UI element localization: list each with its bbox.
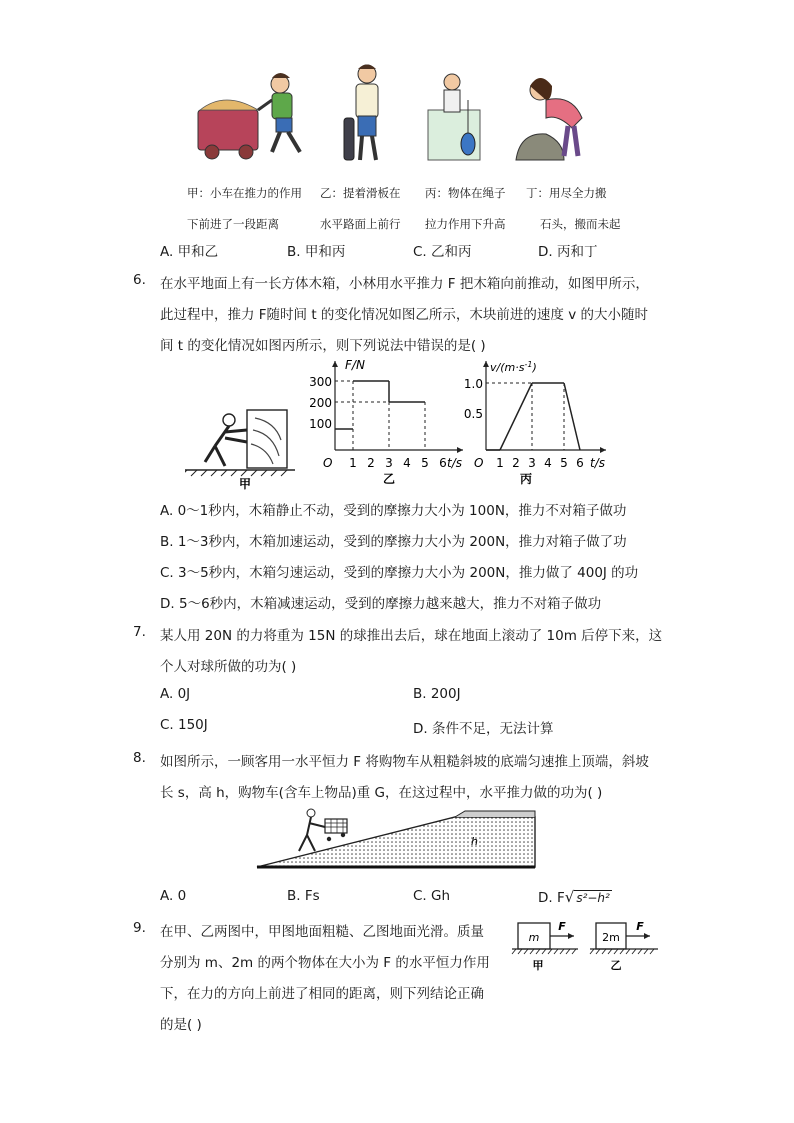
q8-figure-slope bbox=[255, 805, 540, 875]
slope-h-label: h bbox=[471, 835, 478, 848]
fig9-jia-label: 甲 bbox=[532, 959, 544, 972]
velocity-y-label: $v/(m\cdot s^{-1})$ bbox=[490, 360, 537, 374]
q7-option-b[interactable]: B. 200J bbox=[413, 686, 461, 702]
velocity-segment-1-3 bbox=[500, 383, 532, 450]
caption-yi-line2: 水平路面上前行 bbox=[320, 217, 401, 231]
man-pulling-rope-picture bbox=[428, 74, 480, 160]
q8-option-b[interactable]: B. Fs bbox=[287, 888, 320, 904]
q8-option-d-radicand: s²−h² bbox=[576, 891, 610, 905]
force-label-2: F bbox=[636, 920, 644, 933]
q5-illustrations bbox=[180, 60, 620, 172]
boy-with-skateboard-picture bbox=[344, 65, 378, 161]
q6-chart-velocity bbox=[456, 355, 616, 485]
force-origin: O bbox=[323, 456, 333, 470]
q9-stem-line4: 的是( ) bbox=[160, 1017, 202, 1033]
force-xtick-2: 2 bbox=[367, 456, 375, 470]
caption-jia-line1: 甲：小车在推力的作用 bbox=[187, 186, 302, 200]
q8-option-d[interactable] bbox=[538, 888, 612, 906]
block-m-label: m bbox=[528, 931, 540, 944]
q6-stem-line1: 在水平地面上有一长方体木箱，小林用水平推力 F 把木箱向前推动，如图甲所示， bbox=[160, 276, 649, 292]
velocity-xtick-2: 2 bbox=[512, 456, 520, 470]
woman-lifting-stone-picture bbox=[516, 78, 582, 160]
q8-number: 8. bbox=[133, 750, 146, 766]
fig-bing-label: 丙 bbox=[519, 472, 533, 485]
q9-stem-line3: 下，在力的方向上前进了相同的距离，则下列结论正确 bbox=[160, 986, 484, 1002]
q5-option-b[interactable]: B. 甲和丙 bbox=[287, 244, 346, 260]
q7-option-a[interactable]: A. 0J bbox=[160, 686, 191, 702]
velocity-ytick-05: 0.5 bbox=[463, 407, 483, 421]
sqrt-icon: √ bbox=[564, 888, 575, 906]
q5-option-d[interactable]: D. 丙和丁 bbox=[538, 244, 598, 260]
force-ytick-200: 200 bbox=[309, 396, 332, 410]
force-xtick-5: 5 bbox=[421, 456, 429, 470]
force-xtick-6: 6 bbox=[439, 456, 447, 470]
boy-pushing-cart-picture bbox=[198, 73, 300, 159]
caption-jia-line2: 下前进了一段距离 bbox=[187, 217, 279, 231]
caption-bing-line1: 丙：物体在绳子 bbox=[425, 186, 506, 200]
q5-option-c[interactable]: C. 乙和丙 bbox=[413, 244, 472, 260]
q8-stem-line1: 如图所示，一顾客用一水平恒力 F 将购物车从粗糙斜坡的底端匀速推上顶端，斜坡 bbox=[160, 754, 649, 770]
slope-with-cart-picture bbox=[257, 809, 535, 867]
fig-yi-label: 乙 bbox=[382, 472, 396, 485]
q6-stem-line2: 此过程中，推力 F随时间 t 的变化情况如图乙所示，木块前进的速度 v 的大小随时 bbox=[160, 307, 649, 323]
q7-option-c[interactable]: C. 150J bbox=[160, 717, 208, 733]
velocity-xtick-1: 1 bbox=[496, 456, 504, 470]
q6-figure-jia bbox=[185, 400, 295, 490]
block-2m-label: 2m bbox=[602, 931, 620, 944]
caption-ding-line1: 丁：用尽全力搬 bbox=[526, 186, 607, 200]
q7-number: 7. bbox=[133, 624, 146, 640]
q6-option-d[interactable]: D. 5～6秒内，木箱减速运动，受到的摩擦力越来越大，推力不对箱子做功 bbox=[160, 596, 602, 612]
velocity-xtick-3: 3 bbox=[528, 456, 536, 470]
q8-stem-line2: 长 s，高 h，购物车(含车上物品)重 G，在这过程中，水平推力做的功为( ) bbox=[160, 785, 603, 801]
q5-option-a[interactable]: A. 甲和乙 bbox=[160, 244, 219, 260]
velocity-xtick-4: 4 bbox=[544, 456, 552, 470]
velocity-xtick-5: 5 bbox=[560, 456, 568, 470]
q7-option-d[interactable]: D. 条件不足，无法计算 bbox=[413, 721, 554, 737]
force-x-label: t/s bbox=[447, 456, 462, 470]
q9-figure-blocks bbox=[510, 915, 665, 977]
q6-number: 6. bbox=[133, 272, 146, 288]
velocity-origin: O bbox=[474, 456, 484, 470]
q6-stem-line3: 间 t 的变化情况如图丙所示，则下列说法中错误的是( ) bbox=[160, 338, 486, 354]
man-pushing-box-picture bbox=[185, 410, 295, 476]
q7-stem-line1: 某人用 20N 的力将重为 15N 的球推出去后，球在地面上滚动了 10m 后停下来，这 bbox=[160, 628, 663, 644]
velocity-segment-5-6 bbox=[564, 383, 580, 450]
fig9-yi-label: 乙 bbox=[610, 959, 622, 972]
q9-stem-line2: 分别为 m、2m 的两个物体在大小为 F 的水平恒力作用 bbox=[160, 955, 490, 971]
q7-stem-line2: 个人对球所做的功为( ) bbox=[160, 659, 297, 675]
force-ytick-100: 100 bbox=[309, 417, 332, 431]
caption-bing-line2: 拉力作用下升高 bbox=[425, 217, 506, 231]
force-xtick-1: 1 bbox=[349, 456, 357, 470]
q6-option-c[interactable]: C. 3～5秒内，木箱匀速运动，受到的摩擦力大小为 200N，推力做了 400J 的功 bbox=[160, 565, 639, 581]
velocity-ytick-1: 1.0 bbox=[463, 377, 483, 391]
q9-number: 9. bbox=[133, 920, 146, 936]
q6-option-a[interactable]: A. 0～1秒内，木箱静止不动，受到的摩擦力大小为 100N，推力不对箱子做功 bbox=[160, 503, 627, 519]
q6-chart-force bbox=[305, 355, 465, 485]
caption-yi-line1: 乙：提着滑板在 bbox=[320, 186, 401, 200]
force-label-1: F bbox=[558, 920, 566, 933]
q6-option-b[interactable]: B. 1～3秒内，木箱加速运动，受到的摩擦力大小为 200N，推力对箱子做了功 bbox=[160, 534, 627, 550]
force-y-label: F/N bbox=[345, 358, 365, 372]
fig-jia-label: 甲 bbox=[238, 477, 252, 490]
q9-stem-line1: 在甲、乙两图中，甲图地面粗糙、乙图地面光滑。质量 bbox=[160, 924, 484, 940]
q8-option-c[interactable]: C. Gh bbox=[413, 888, 451, 904]
force-xtick-3: 3 bbox=[385, 456, 393, 470]
force-xtick-4: 4 bbox=[403, 456, 411, 470]
q8-option-d-label: D. F bbox=[538, 890, 565, 906]
q8-option-a[interactable]: A. 0 bbox=[160, 888, 187, 904]
force-ytick-300: 300 bbox=[309, 375, 332, 389]
velocity-xtick-6: 6 bbox=[576, 456, 584, 470]
caption-ding-line2: 石头，搬而未起 bbox=[540, 217, 621, 231]
velocity-x-label: t/s bbox=[590, 456, 605, 470]
